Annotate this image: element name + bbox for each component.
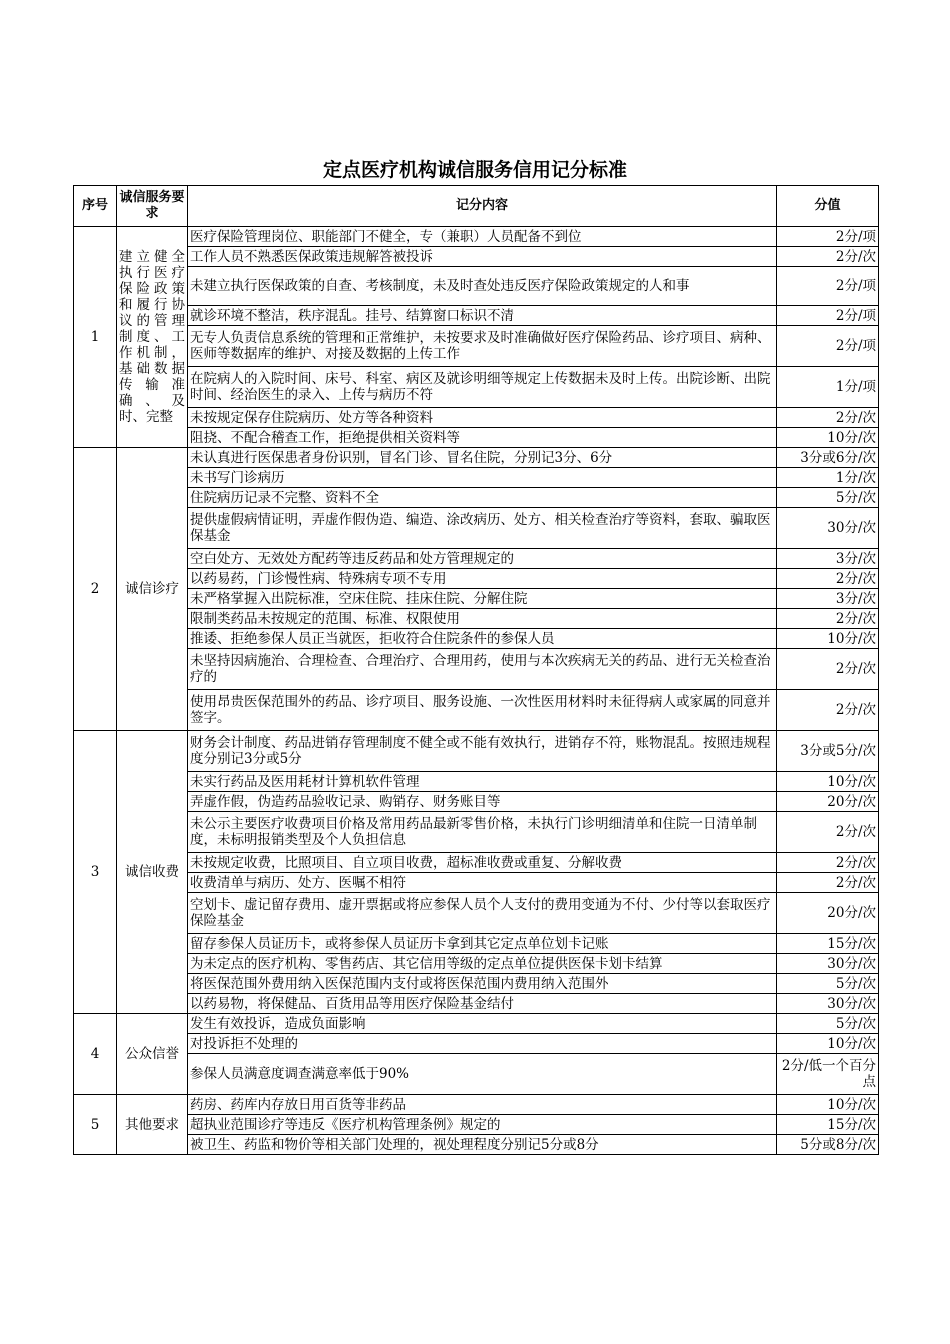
table-row [74, 1095, 879, 1115]
row-content: 弄虚作假，伪造药品验收记录、购销存、财务账目等 [188, 792, 777, 812]
group-requirement: 建立健全执行医疗保险政策和履行协议的管理制度、工作机制，基础数据传输准确、及时、完整 [117, 227, 188, 448]
table-row [74, 954, 879, 974]
row-content: 使用昂贵医保范围外的药品、诊疗项目、服务设施、一次性医用材料时未征得病人或家属的同意并签字。 [188, 690, 777, 731]
row-score: 10分/次 [777, 772, 879, 792]
row-content: 未认真进行医保患者身份识别，冒名门诊、冒名住院，分别记3分、6分 [188, 448, 777, 468]
row-score: 3分或6分/次 [777, 448, 879, 468]
table-row [74, 873, 879, 893]
row-score: 10分/次 [777, 1095, 879, 1115]
table-row [74, 468, 879, 488]
table-row [74, 893, 879, 934]
row-score: 5分或8分/次 [777, 1135, 879, 1155]
table-row [74, 994, 879, 1014]
table-row [74, 267, 879, 306]
row-score: 2分/项 [777, 326, 879, 367]
table-row [74, 1034, 879, 1054]
table-row [74, 589, 879, 609]
row-score: 2分/次 [777, 569, 879, 589]
table-row [74, 488, 879, 508]
table-row [74, 1115, 879, 1135]
table-row [74, 974, 879, 994]
row-score: 5分/次 [777, 1014, 879, 1034]
row-score: 2分/次 [777, 247, 879, 267]
table-row [74, 326, 879, 367]
group-number: 3 [74, 731, 117, 1014]
table-row [74, 812, 879, 853]
row-score: 30分/次 [777, 994, 879, 1014]
group-number: 1 [74, 227, 117, 448]
table-row [74, 408, 879, 428]
row-score: 1分/次 [777, 468, 879, 488]
table-row [74, 247, 879, 267]
row-content: 留存参保人员证历卡，或将参保人员证历卡拿到其它定点单位划卡记账 [188, 934, 777, 954]
row-score: 1分/项 [777, 367, 879, 408]
row-score: 10分/次 [777, 428, 879, 448]
row-score: 30分/次 [777, 954, 879, 974]
row-score: 2分/次 [777, 408, 879, 428]
row-score: 20分/次 [777, 792, 879, 812]
row-score: 15分/次 [777, 1115, 879, 1135]
row-score: 30分/次 [777, 508, 879, 549]
row-content: 未书写门诊病历 [188, 468, 777, 488]
row-content: 收费清单与病历、处方、医嘱不相符 [188, 873, 777, 893]
group-requirement: 公众信誉 [117, 1014, 188, 1095]
table-row [74, 772, 879, 792]
group-requirement: 诚信收费 [117, 731, 188, 1014]
header-num: 序号 [74, 186, 117, 227]
header-requirement: 诚信服务要求 [117, 186, 188, 227]
row-content: 住院病历记录不完整、资料不全 [188, 488, 777, 508]
table-row [74, 853, 879, 873]
table-row [74, 731, 879, 772]
table-row [74, 609, 879, 629]
row-content: 空白处方、无效处方配药等违反药品和处方管理规定的 [188, 549, 777, 569]
row-content: 将医保范围外费用纳入医保范围内支付或将医保范围内费用纳入范围外 [188, 974, 777, 994]
row-content: 超执业范围诊疗等违反《医疗机构管理条例》规定的 [188, 1115, 777, 1135]
row-score: 3分/次 [777, 549, 879, 569]
row-score: 10分/次 [777, 1034, 879, 1054]
row-score: 2分/次 [777, 812, 879, 853]
row-content: 以药易药，门诊慢性病、特殊病专项不专用 [188, 569, 777, 589]
table-row [74, 227, 879, 247]
row-content: 被卫生、药监和物价等相关部门处理的，视处理程度分别记5分或8分 [188, 1135, 777, 1155]
row-content: 阻挠、不配合稽查工作，拒绝提供相关资料等 [188, 428, 777, 448]
row-score: 5分/次 [777, 974, 879, 994]
table-row [74, 306, 879, 326]
table-row [74, 549, 879, 569]
table-row [74, 690, 879, 731]
table-row [74, 508, 879, 549]
table-row [74, 1054, 879, 1095]
row-content: 未按规定保存住院病历、处方等各种资料 [188, 408, 777, 428]
row-score: 2分/项 [777, 227, 879, 247]
table-row [74, 448, 879, 468]
page-title: 定点医疗机构诚信服务信用记分标准 [322, 159, 627, 181]
row-content: 未按规定收费，比照项目、自立项目收费，超标准收费或重复、分解收费 [188, 853, 777, 873]
row-content: 未严格掌握入出院标准，空床住院、挂床住院、分解住院 [188, 589, 777, 609]
table-row [74, 934, 879, 954]
row-content: 在院病人的入院时间、床号、科室、病区及就诊明细等规定上传数据未及时上传。出院诊断、出院时间、经治医生的录入、上传与病历不符 [188, 367, 777, 408]
row-score: 2分/次 [777, 853, 879, 873]
row-content: 未实行药品及医用耗材计算机软件管理 [188, 772, 777, 792]
table-row [74, 428, 879, 448]
row-content: 未坚持因病施治、合理检查、合理治疗、合理用药，使用与本次疾病无关的药品、进行无关检查治疗的 [188, 649, 777, 690]
scoring-table [73, 185, 879, 1155]
row-content: 空划卡、虚记留存费用、虚开票据或将应参保人员个人支付的费用变通为不付、少付等以套取医疗保险基金 [188, 893, 777, 934]
group-number: 5 [74, 1095, 117, 1155]
table-row [74, 367, 879, 408]
table-row [74, 649, 879, 690]
row-score: 5分/次 [777, 488, 879, 508]
table-row [74, 1014, 879, 1034]
group-requirement: 诚信诊疗 [117, 448, 188, 731]
table-header-row [74, 186, 879, 227]
row-score: 15分/次 [777, 934, 879, 954]
table-row [74, 569, 879, 589]
row-score: 2分/次 [777, 609, 879, 629]
row-content: 药房、药库内存放日用百货等非药品 [188, 1095, 777, 1115]
row-score: 20分/次 [777, 893, 879, 934]
row-score: 2分/低一个百分点 [777, 1054, 879, 1095]
row-content: 以药易物，将保健品、百货用品等用医疗保险基金结付 [188, 994, 777, 1014]
row-content: 推诿、拒绝参保人员正当就医，拒收符合住院条件的参保人员 [188, 629, 777, 649]
row-content: 工作人员不熟悉医保政策违规解答被投诉 [188, 247, 777, 267]
row-content: 参保人员满意度调查满意率低于90% [188, 1054, 777, 1095]
row-score: 2分/项 [777, 267, 879, 306]
table-row [74, 1135, 879, 1155]
row-content: 未公示主要医疗收费项目价格及常用药品最新零售价格，未执行门诊明细清单和住院一日清单制度，未标明报销类型及个人负担信息 [188, 812, 777, 853]
row-content: 限制类药品未按规定的范围、标准、权限使用 [188, 609, 777, 629]
group-number: 4 [74, 1014, 117, 1095]
row-score: 2分/次 [777, 649, 879, 690]
row-content: 对投诉拒不处理的 [188, 1034, 777, 1054]
group-requirement: 其他要求 [117, 1095, 188, 1155]
row-content: 财务会计制度、药品进销存管理制度不健全或不能有效执行，进销存不符，账物混乱。按照违规程度分别记3分或5分 [188, 731, 777, 772]
row-content: 提供虚假病情证明，弄虚作假伪造、编造、涂改病历、处方、相关检查治疗等资料，套取、骗取医保基金 [188, 508, 777, 549]
header-score: 分值 [777, 186, 879, 227]
row-score: 2分/次 [777, 873, 879, 893]
row-content: 医疗保险管理岗位、职能部门不健全，专（兼职）人员配备不到位 [188, 227, 777, 247]
row-score: 3分或5分/次 [777, 731, 879, 772]
header-content: 记分内容 [188, 186, 777, 227]
row-score: 2分/次 [777, 690, 879, 731]
row-content: 就诊环境不整洁，秩序混乱。挂号、结算窗口标识不清 [188, 306, 777, 326]
row-content: 发生有效投诉，造成负面影响 [188, 1014, 777, 1034]
row-score: 2分/项 [777, 306, 879, 326]
table-row [74, 792, 879, 812]
group-number: 2 [74, 448, 117, 731]
table-row [74, 629, 879, 649]
row-content: 未建立执行医保政策的自查、考核制度，未及时查处违反医疗保险政策规定的人和事 [188, 267, 777, 306]
row-score: 10分/次 [777, 629, 879, 649]
row-score: 3分/次 [777, 589, 879, 609]
row-content: 为未定点的医疗机构、零售药店、其它信用等级的定点单位提供医保卡划卡结算 [188, 954, 777, 974]
row-content: 无专人负责信息系统的管理和正常维护，未按要求及时准确做好医疗保险药品、诊疗项目、病种、医师等数据库的维护、对接及数据的上传工作 [188, 326, 777, 367]
